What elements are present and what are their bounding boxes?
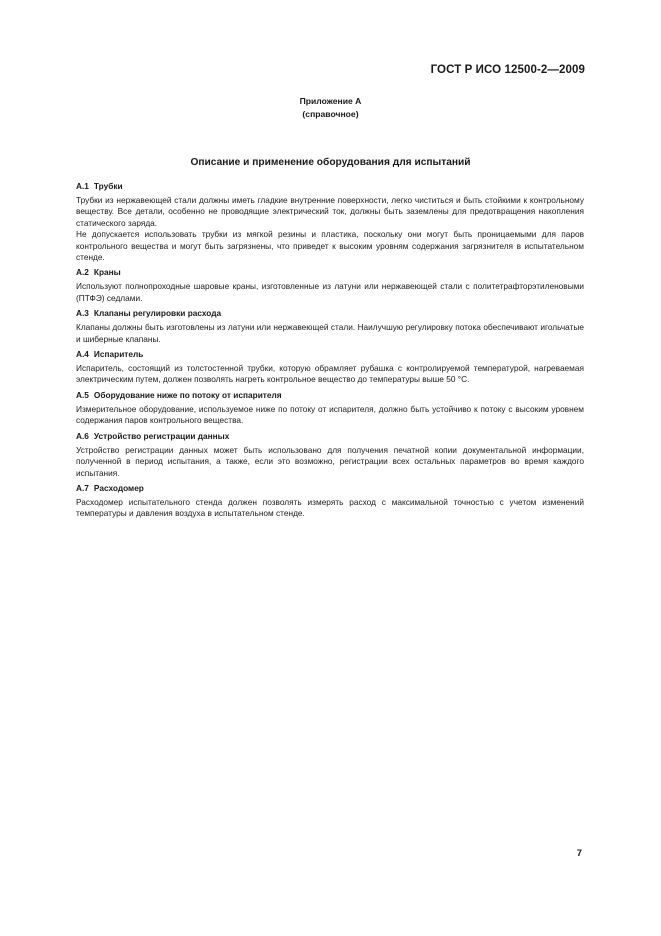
standard-designation: ГОСТ Р ИСО 12500-2—2009 bbox=[430, 64, 585, 76]
section-title: Испаритель bbox=[93, 349, 144, 360]
section-paragraph: Используют полнопроходные шаровые краны, изготовленные из латуни или нержавеющей стали с политетрафторэтиленовыми (ПТФЭ) седлами. bbox=[76, 281, 584, 303]
section-4 bbox=[76, 348, 584, 389]
section-heading bbox=[76, 389, 584, 401]
section-title: Устройство регистрации данных bbox=[93, 430, 230, 441]
section-3 bbox=[76, 307, 584, 348]
section-number: А.7 bbox=[76, 482, 89, 493]
section-5 bbox=[76, 389, 584, 430]
section-title: Краны bbox=[93, 267, 121, 278]
section-paragraph: Устройство регистрации данных может быть использовано для получения печатной копии документальной информации, полученной в период испытания, а также, если это возможно, регистрации всех остальных параметров во время каждого испытания. bbox=[76, 444, 584, 478]
annex-title: Приложение А bbox=[299, 96, 362, 106]
annex-type: (справочное) bbox=[302, 109, 359, 119]
section-1 bbox=[76, 180, 584, 266]
section-title: Трубки bbox=[93, 181, 123, 191]
section-6 bbox=[76, 430, 584, 482]
section-title: Оборудование ниже по потоку от испарителя bbox=[93, 389, 282, 400]
section-number: А.3 bbox=[76, 308, 89, 319]
section-spacer bbox=[76, 520, 584, 523]
section-number: А.4 bbox=[76, 349, 89, 360]
section-heading bbox=[76, 307, 584, 319]
section-paragraph: Расходомер испытательного стенда должен позволять измерять расход с максимальной точностью с учетом изменений температуры и давления воздуха в испытательном стенде. bbox=[76, 496, 584, 519]
section-paragraph: Не допускается использовать трубки из мягкой резины и пластика, поскольку они могут быть проницаемыми для паров контрольного вещества и могут быть загрязнены, что приведет к высоким уровням содержания загрязнителя в испытательном стенде. bbox=[76, 229, 584, 263]
section-number: А.6 bbox=[76, 430, 89, 441]
section-title: Клапаны регулировки расхода bbox=[93, 308, 222, 319]
annex-heading bbox=[0, 95, 661, 121]
section-title: Расходомер bbox=[93, 482, 144, 493]
sections-container bbox=[76, 180, 584, 523]
page-number: 7 bbox=[576, 848, 582, 859]
section-7 bbox=[76, 482, 584, 523]
section-paragraph: Измерительное оборудование, используемое ниже по потоку от испарителя, должно быть устойчиво к потоку с высоким уровнем содержания паров контрольного вещества. bbox=[76, 403, 584, 426]
section-heading bbox=[76, 430, 584, 442]
section-heading bbox=[76, 266, 584, 278]
section-number: А.1 bbox=[76, 181, 89, 191]
section-2 bbox=[76, 266, 584, 307]
section-paragraph: Трубки из нержавеющей стали должны иметь гладкие внутренние поверхности, легко чиститься и быть стойкими к контрольному веществу. Все детали, особенно не проводящие электрический ток, должны быть заземлены для предотвращения накопления статического заряда. bbox=[76, 195, 584, 228]
section-heading bbox=[76, 180, 584, 192]
section-paragraph: Испаритель, состоящий из толстостенной трубки, которую обрамляет рубашка с контролируемой температурой, нагреваемая электрическим путем, должен позволять нагреть контрольное вещество до температуры выше 50 °С. bbox=[76, 363, 584, 385]
section-heading bbox=[76, 482, 584, 494]
section-paragraph: Клапаны должны быть изготовлены из латуни или нержавеющей стали. Наилучшую регулировку потока обеспечивают игольчатые и шиберные клапаны. bbox=[76, 322, 584, 344]
section-heading bbox=[76, 348, 584, 360]
section-number: А.5 bbox=[76, 389, 89, 400]
section-number: А.2 bbox=[76, 267, 89, 278]
document-title: Описание и применение оборудования для испытаний bbox=[190, 157, 471, 168]
